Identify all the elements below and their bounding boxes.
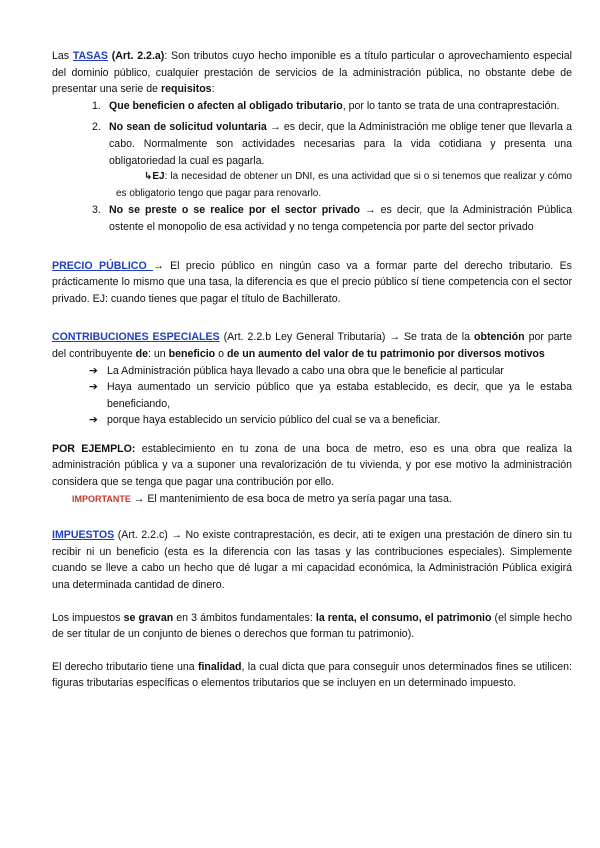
item-bold: No se preste o se realice por el sector privado [109, 204, 360, 217]
item-text: , por lo tanto se trata de una contraprestación. [342, 99, 560, 112]
importante-text: → El mantenimiento de esa boca de metro ya sería pagar una tasa. [130, 492, 452, 505]
precio-heading: PRECIO PÚBLICO [52, 259, 154, 272]
impuestos-text: (Art. 2.2.c) → No existe contraprestación, es decir, ati te exigen una prestación de dinero sin tu recibir ni un beneficio (esta es la diferencia con las tasas y las contribuciones especiales). Simplemente cuando se lleve a cabo un hecho que dé lugar a mi capacidad económica, la Administración Pública exigirá una determinada cantidad de dinero. [52, 529, 572, 592]
requisitos-label: requisitos [160, 83, 212, 96]
ejemplo-label: POR EJEMPLO: [52, 442, 136, 455]
text: se gravan [123, 611, 174, 624]
text: Los impuestos [52, 611, 124, 624]
impuestos-heading: IMPUESTOS [52, 529, 115, 542]
ej-text: : la necesidad de obtener un DNI, es una actividad que si o si tenemos que realizar y cómo es obligatorio tengo que pagar para renovarlo. [116, 171, 572, 199]
precio-text: → El precio público en ningún caso va a formar parte del derecho tributario. Es prácticamente lo mismo que una tasa, la diferencia es que el precio público sí tiene competencia con el sector privado. EJ: cuando tienes que pagar el título de Bachillerato. [52, 259, 572, 305]
text: de un aumento del valor de tu patrimonio por diversos motivos [226, 347, 545, 360]
text: , la cual dicta que para conseguir unos determinados fines se utilicen: figuras tributarias específicas o elementos tributarios que se incluyen en un determinado impuesto. [52, 660, 572, 690]
contrib-heading: CONTRIBUCIONES ESPECIALES [52, 331, 220, 344]
contrib-paragraph [52, 329, 572, 362]
ejemplo-section [52, 441, 572, 507]
gravan-paragraph [52, 610, 572, 643]
text: de [135, 347, 149, 360]
list-item [52, 202, 572, 235]
text: : un [148, 347, 169, 360]
impuestos-paragraph [52, 527, 572, 593]
item-number: 2. [92, 121, 101, 134]
list-item [52, 379, 572, 412]
example-note [52, 169, 572, 202]
text: El derecho tributario tiene una [52, 660, 198, 673]
text: : [211, 83, 215, 96]
text: obtención [474, 331, 525, 344]
text: finalidad [197, 660, 242, 673]
list-item [52, 119, 572, 169]
text: (el simple hecho de ser titular de un conjunto de bienes o derechos que forman tu patrimonio). [52, 611, 572, 641]
list-item [52, 98, 572, 115]
contrib-section [52, 329, 572, 429]
item-text: Haya aumentado un servicio público que ya estaba establecido, es decir, que ya le estaba beneficiando, [107, 381, 572, 410]
item-text: porque haya establecido un servicio público del cual se va a beneficiar. [107, 414, 441, 427]
ejemplo-paragraph [52, 441, 572, 491]
item-number: 1. [92, 99, 101, 112]
text: : Son tributos cuyo hecho imponible es a título particular o aprovechamiento especial del dominio público, cualquier prestación de servicios de la administración pública, no obstante debe de presentar una serie de [52, 50, 572, 96]
item-text: La Administración pública haya llevado a cabo una obra que le beneficie al particular [107, 364, 504, 377]
arrow-icon: ➔ [89, 381, 98, 394]
gravan-section [52, 610, 572, 643]
item-bold: Que beneficien o afecten al obligado tributario [109, 99, 343, 112]
precio-section [52, 258, 572, 308]
text: en 3 ámbitos fundamentales: [173, 611, 316, 624]
text: beneficio [168, 347, 216, 360]
importante-label: IMPORTANTE [72, 493, 131, 504]
list-item [52, 412, 572, 429]
text: (Art. 2.2.b Ley General Tributaria) → Se trata de la [219, 331, 474, 344]
arrow-icon: ➔ [89, 414, 98, 427]
contrib-list [52, 363, 572, 429]
ejemplo-text: establecimiento en tu zona de una boca de metro, eso es una obra que realiza la administración pública y va a suponer una revalorización de tu vivienda, y por ese motivo la administración considera que se tenga que pagar una contribución por ello. [52, 442, 572, 489]
text: por parte del contribuyente [52, 331, 573, 360]
item-number: 3. [92, 204, 101, 217]
tasas-section [52, 48, 572, 236]
list-item [52, 363, 572, 380]
tasas-intro [52, 48, 572, 98]
document-page [52, 48, 572, 708]
item-bold: No sean de solicitud voluntaria [109, 121, 267, 134]
requisitos-list-cont [52, 202, 572, 235]
precio-paragraph [52, 258, 572, 308]
importante-line [52, 491, 572, 508]
finalidad-paragraph [52, 659, 572, 692]
requisitos-list [52, 98, 572, 169]
tasas-heading: TASAS [72, 50, 108, 62]
text: o [215, 347, 227, 360]
item-text: → es decir, que la Administración me oblige tener que llevarla a cabo. Normalmente son actividades necesarias para la vida cotidiana y presenta una obligatoriedad la cual es pagarla. [109, 121, 572, 167]
ej-label: ↳EJ [144, 171, 165, 183]
impuestos-section [52, 527, 572, 593]
tasas-article: (Art. 2.2.a) [107, 50, 165, 62]
text: Las [52, 50, 73, 62]
item-text: → es decir, que la Administración Pública ostente el monopolio de esa actividad y no tenga competencia por parte del sector privado [109, 204, 572, 233]
finalidad-section [52, 659, 572, 692]
text: la renta, el consumo, el patrimonio [315, 611, 492, 624]
arrow-icon: ➔ [89, 364, 98, 377]
